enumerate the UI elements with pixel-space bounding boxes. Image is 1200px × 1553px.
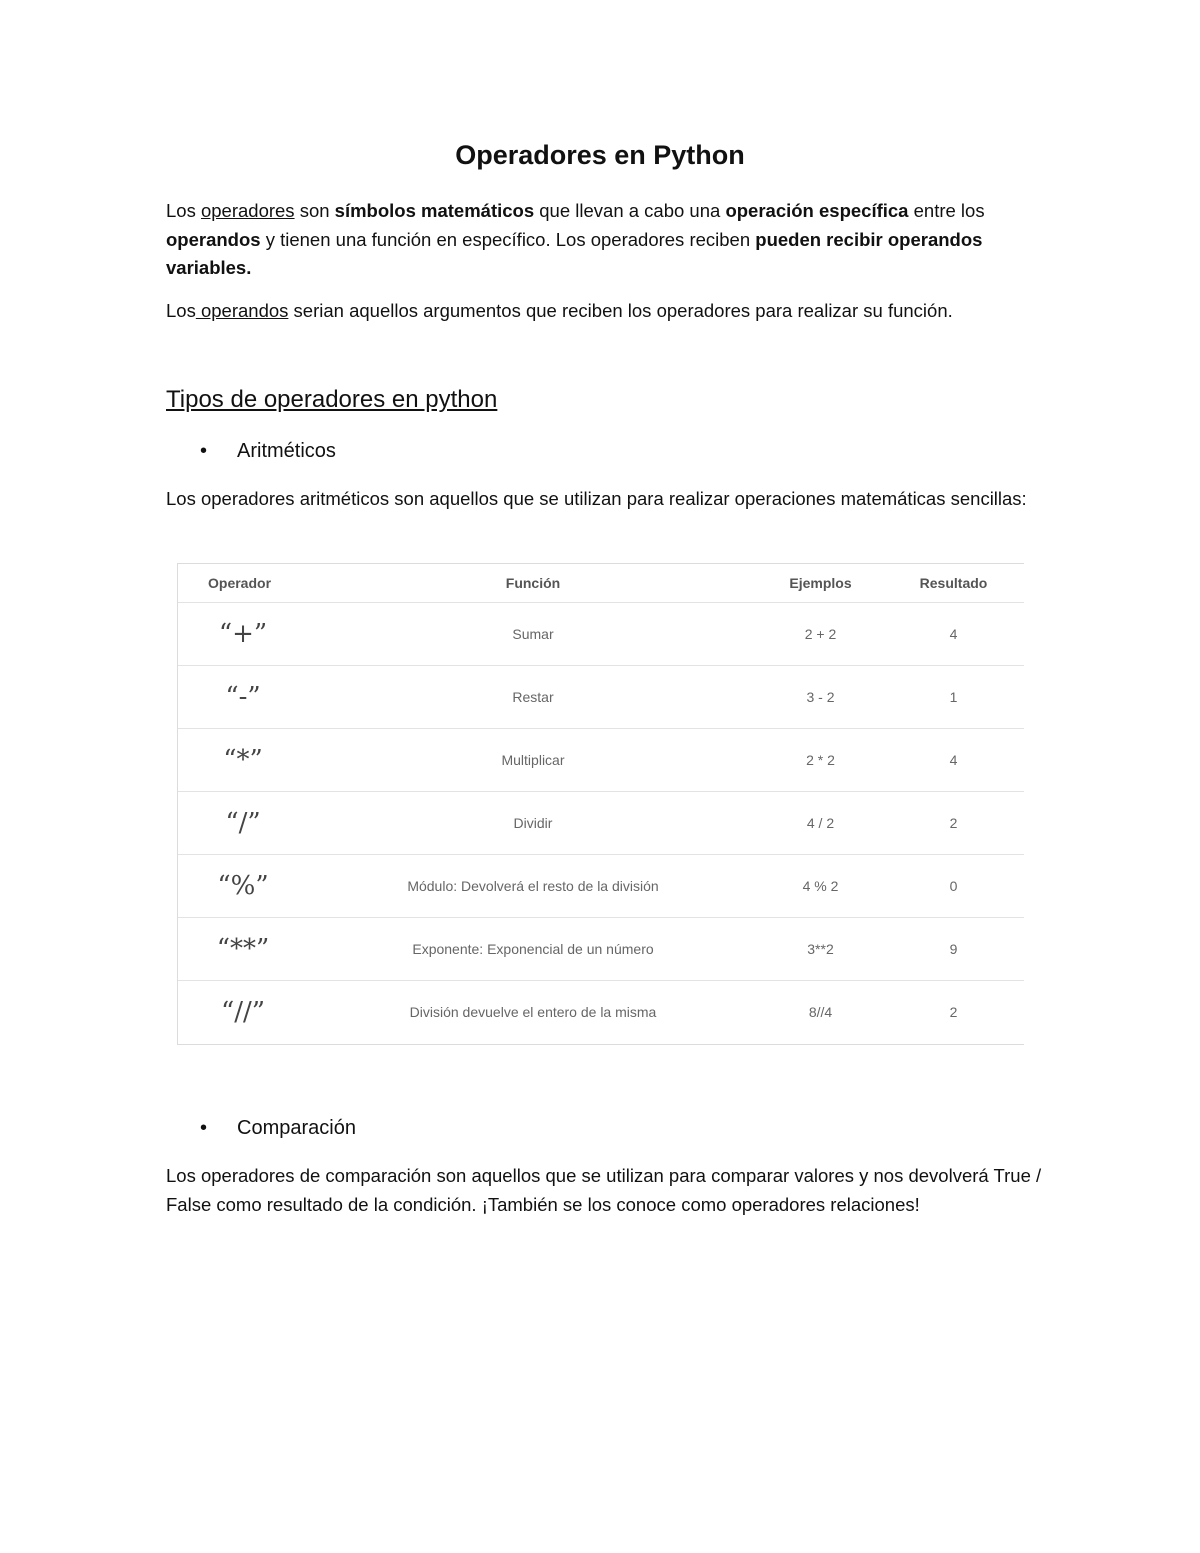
- header-funcion: Función: [505, 575, 561, 591]
- text-run: serian aquellos argumentos que reciben los operadores para realizar su función.: [288, 300, 953, 321]
- text-run: entre los: [908, 200, 985, 221]
- cell-operador: “//”: [220, 996, 266, 1027]
- cell-operador: “*”: [223, 744, 263, 775]
- cell-funcion: Sumar: [512, 625, 554, 642]
- cell-operador: “**”: [216, 933, 270, 964]
- bullet-icon: •: [200, 440, 208, 462]
- text-run-bold: operación específica: [725, 200, 909, 221]
- text-run: Los: [166, 300, 196, 321]
- table-row: [178, 728, 1024, 792]
- cell-operador: “%”: [217, 870, 269, 901]
- table-header-row: [178, 564, 1024, 603]
- cell-operador: “/”: [225, 807, 261, 838]
- bullet-label: Comparación: [237, 1117, 356, 1139]
- text-run: que llevan a cabo una: [534, 200, 726, 221]
- bullet-icon: •: [200, 1117, 208, 1139]
- text-run: Los: [166, 200, 201, 221]
- operandos-paragraph: [166, 297, 1046, 326]
- cell-funcion: División devuelve el entero de la misma: [409, 1003, 657, 1020]
- table-row: [178, 854, 1024, 918]
- text-run-bold: símbolos matemáticos: [334, 200, 535, 221]
- table-row: [178, 602, 1024, 666]
- operators-table: [177, 563, 1024, 1045]
- cell-resultado: 0: [949, 877, 958, 894]
- header-operador: Operador: [208, 575, 272, 591]
- section-heading: Tipos de operadores en python: [166, 386, 498, 413]
- cell-resultado: 2: [949, 1003, 958, 1020]
- cell-funcion: Módulo: Devolverá el resto de la división: [407, 877, 659, 894]
- header-resultado: Resultado: [919, 575, 988, 591]
- cell-operador: “-”: [225, 681, 261, 712]
- cell-ejemplo: 4 % 2: [802, 877, 839, 894]
- cell-funcion: Dividir: [513, 814, 553, 831]
- cell-funcion: Exponente: Exponencial de un número: [412, 940, 654, 957]
- cell-ejemplo: 2 + 2: [804, 625, 837, 642]
- cell-ejemplo: 8//4: [808, 1003, 833, 1020]
- page-title: Operadores en Python: [455, 140, 745, 170]
- table-row: [178, 980, 1024, 1043]
- table-row: [178, 665, 1024, 729]
- table-row: [178, 791, 1024, 855]
- text-run-underlined: operandos: [195, 300, 289, 321]
- cell-ejemplo: 2 * 2: [806, 751, 835, 768]
- cell-resultado: 4: [949, 751, 958, 768]
- cell-resultado: 9: [949, 940, 958, 957]
- cell-resultado: 2: [949, 814, 958, 831]
- cell-ejemplo: 4 / 2: [806, 814, 835, 831]
- cell-operador: “+”: [218, 618, 268, 649]
- text-run-bold: pueden recibir operandos variables.: [166, 228, 983, 278]
- comp-description: Los operadores de comparación son aquellos que se utilizan para comparar valores y nos devolverá True / False como resultado de la condición. ¡También se los conoce como operadores relaciones!: [166, 1165, 1042, 1215]
- cell-ejemplo: 3**2: [807, 940, 834, 957]
- cell-resultado: 4: [949, 625, 958, 642]
- text-run-bold: operandos: [166, 228, 261, 250]
- text-run-underlined: operadores: [200, 200, 295, 221]
- intro-paragraph: [166, 197, 1046, 283]
- header-ejemplos: Ejemplos: [789, 575, 852, 591]
- cell-funcion: Restar: [512, 688, 554, 705]
- cell-funcion: Multiplicar: [501, 751, 565, 768]
- bullet-label: Aritméticos: [237, 440, 336, 462]
- text-run: son: [294, 200, 335, 221]
- cell-resultado: 1: [949, 688, 958, 705]
- cell-ejemplo: 3 - 2: [806, 688, 835, 705]
- table-row: [178, 917, 1024, 981]
- arith-description: Los operadores aritméticos son aquellos que se utilizan para realizar operaciones matemáticas sencillas:: [166, 488, 1027, 509]
- text-run: y tienen una función en específico. Los operadores reciben: [260, 228, 756, 250]
